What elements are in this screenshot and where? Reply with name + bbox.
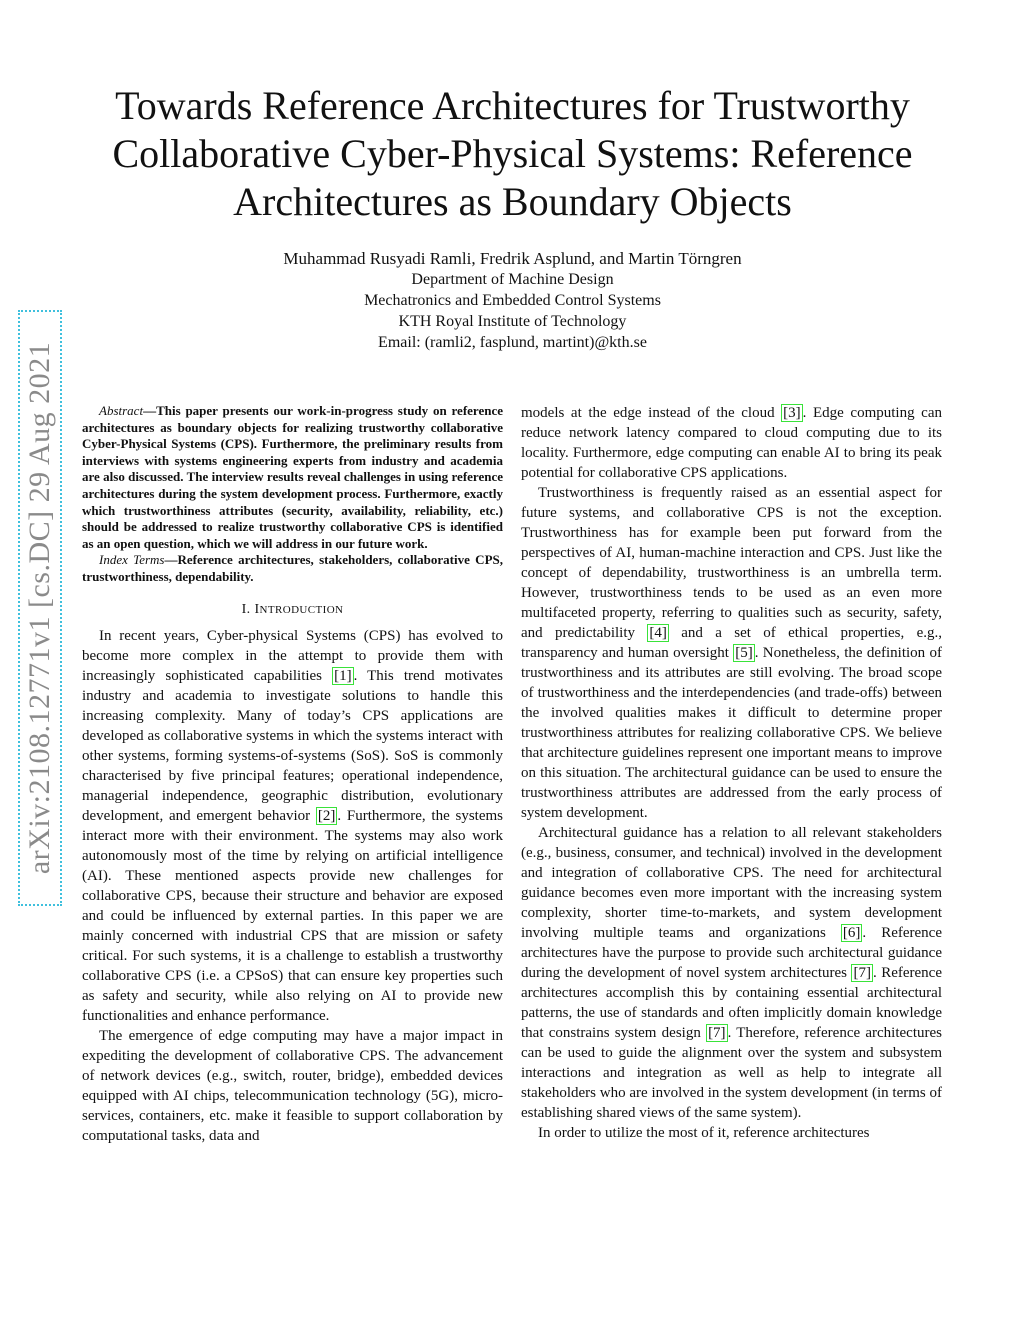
right-column [521,403,942,1143]
intro-paragraph-4 [521,823,942,1123]
index-terms [82,552,503,585]
intro-paragraph-3 [521,483,942,823]
text-run: . Nonetheless, the definition of trustworthiness and its attributes are still evolving. The broad scope of trustworthiness and the interdependencies (and trade-offs) between the involved qualities makes it difficult to determine proper trustworthiness attributes for realizing collaborative CPS. We believe that architecture guidelines represent one important means to improve on this situation. The architectural guidance can be used to ensure the trustworthiness attributes are addressed from the early process of system development. [521,645,942,821]
text-run: In recent years, Cyber-physical Systems (CPS) has evolved to become more complex in the attempt to provide them with increasingly sophisticated capabilities [82,627,503,684]
intro-paragraph-2: The emergence of edge computing may have a major impact in expediting the development of collaborative CPS. The advancement of network devices (e.g., switch, router, bridge), embedded devices equipped with AI chips, telecommunication technology (5G), micro-services, containers, etc. make it feasible to support collaboration by computational tasks, data and [82,1027,503,1144]
text-run: . Reference architectures have the purpose to provide such architectural guidance during the development of novel system architectures [521,925,942,981]
text-run: . Reference architectures accomplish this by containing essential architectural patterns, the use of standards and often implicitly domain knowledge that constrains system design [521,965,942,1041]
citation-link[interactable]: [3] [783,405,801,421]
author-email: Email: (ramli2, fasplund, martint)@kth.se [378,334,647,351]
paper-title: Towards Reference Architectures for Trustworthy Collaborative Cyber-Physical Systems: Reference Architectures as Boundary Objects [112,83,913,224]
text-run: . Therefore, reference architectures can be used to guide the alignment over the system and subsystem interactions and integration as well as help to integrate all stakeholders who are involved in the system development (in terms of establishing shared views of the same system). [521,1025,942,1121]
citation-link[interactable]: [2] [317,807,336,824]
affiliation-division: Mechatronics and Embedded Control Systems [364,292,661,309]
citation-link[interactable]: [1] [334,667,352,684]
abstract-text: —This paper presents our work-in-progress study on reference architectures as boundary objects for realizing trustworthy collaborative Cyber-Physical Systems (CPS). Furthermore, the preliminary results from interviews with systems engineering experts from industry and academia are also discussed. The interview results reveal challenges in using reference architectures during the system development process. Furthermore, exactly which trustworthiness attributes (security, availability, reliability, etc.) should be addressed to realize trustworthy collaborative CPS is identified as an open question, which we will address in our future work. [82,403,503,551]
section-heading-introduction [82,600,503,620]
author-names: Muhammad Rusyadi Ramli, Fredrik Asplund, and Martin Törngren [283,249,742,268]
intro-paragraph-5: In order to utilize the most of it, reference architectures [538,1125,870,1141]
index-terms-text: —Reference architectures, stakeholders, collaborative CPS, trustworthiness, dependability. [82,552,503,584]
text-run: . Edge computing can reduce network latency compared to cloud computing due to its locality. Furthermore, edge computing can enable AI to bring its peak potential for collaborative CPS applications. [521,405,942,481]
section-number: I. [241,601,255,617]
citation-link[interactable]: [7] [708,1025,726,1041]
arxiv-identifier-text: arXiv:2108.12771v1 [cs.DC] 29 Aug 2021 [23,341,56,875]
affiliation-institute: KTH Royal Institute of Technology [398,313,627,330]
citation-link[interactable]: [5] [735,645,753,661]
intro-paragraph-1 [82,626,503,1026]
text-run: models at the edge instead of the cloud [521,405,782,421]
left-column [82,403,503,1146]
author-block [90,248,935,353]
text-run: . This trend motivates industry and academia to investigate solutions to handle this increasing complexity. Many of today’s CPS applications are developed as collaborative systems in which the systems interact with other systems, forming systems-of-systems (SoS). SoS is commonly characterised by five principal features; operational independence, managerial independence, geographic distribution, evolutionary development, and emergent behavior [82,667,504,824]
index-terms-label: Index Terms [99,552,165,568]
text-run: and a set of ethical properties, e.g., transparency and human oversight [521,625,942,661]
text-run: . Furthermore, the systems interact more with their environment. The systems may also work autonomously most of the time by relying on artificial intelligence (AI). These mentioned aspects provide new challenges for collaborative CPS, because their structure and behavior are exposed and could be influenced by external parties. In this paper we are mainly concerned with industrial CPS that are mission or safety critical. For such systems, it is a challenge to establish a trustworthy collaborative CPS (i.e. a CPSoS) that can ensure key properties such as safety and security, while also relying on AI to provide new functionalities and enhance performance. [82,807,503,1024]
citation-link[interactable]: [6] [842,925,861,941]
text-run: Trustworthiness is frequently raised as an essential aspect for future systems, and collaborative CPS is not the exception. Trustworthiness has for example been put forward from the perspectives of AI, human-machine interaction and CPS. Just like the concept of dependability, trustworthiness is an umbrella term. However, trustworthiness tends to be used as an even more multifaceted property, referring to qualities such as security, safety, and predictability [521,485,942,641]
citation-link[interactable]: [4] [649,625,667,641]
text-run: Architectural guidance has a relation to all relevant stakeholders (e.g., business, consumer, and technical) involved in the development and integration of collaborative CPS. The need for architectural guidance becomes even more important with the increasing system complexity, shorter time-to-markets, and system development involving multiple teams and organizations [521,825,942,941]
section-rest: NTRODUCTION [259,603,344,616]
affiliation-department: Department of Machine Design [411,271,614,288]
section-initial: I [254,601,260,617]
intro-paragraph-2-cont [521,403,942,483]
arxiv-identifier-stamp [18,310,62,906]
abstract-label: Abstract [99,403,144,418]
citation-link[interactable]: [7] [853,965,871,981]
abstract [82,403,503,552]
